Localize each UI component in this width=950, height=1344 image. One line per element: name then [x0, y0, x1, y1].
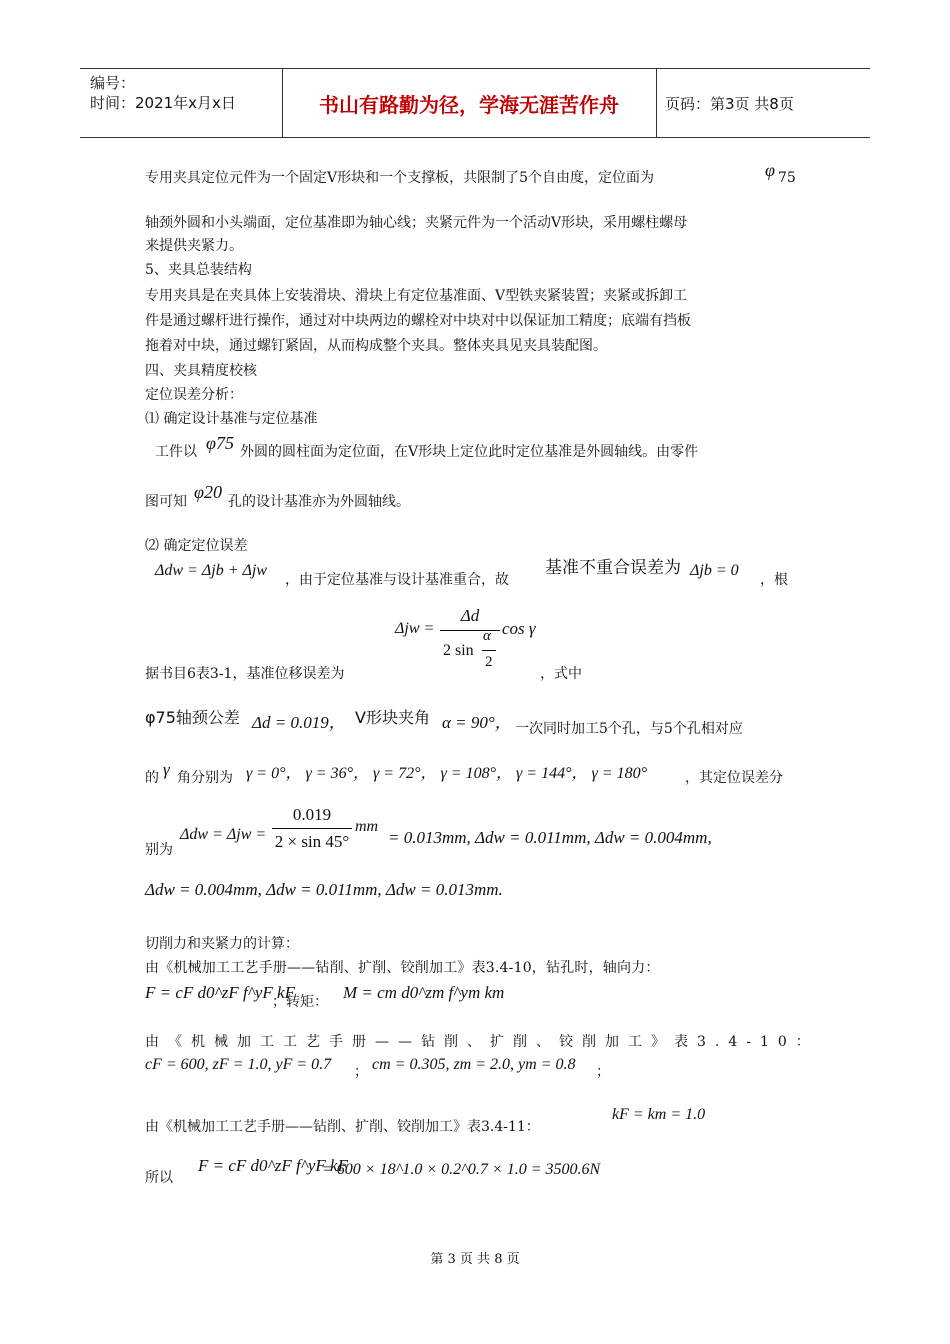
- phi-value: 75: [778, 170, 796, 186]
- jw-alpha: α: [483, 628, 491, 644]
- motto: 书山有路勤为径，学海无涯苦作舟: [319, 92, 619, 117]
- para-line-1: [145, 168, 654, 188]
- dw-equation: Δdw = Δjb + Δjw: [155, 562, 267, 579]
- jw-half-bar: [482, 650, 496, 651]
- alpha-value: α = 90°，: [442, 713, 512, 732]
- result-lhs: Δdw = Δjw =: [180, 826, 267, 843]
- sub-heading-error: 定位误差分析：: [145, 387, 243, 403]
- result-values-2: Δdw = 0.004mm, Δdw = 0.011mm, Δdw = 0.013mm.: [145, 880, 503, 899]
- phi75-math: φ75: [206, 433, 234, 453]
- page-footer: 第 3 页 共 8 页: [430, 1252, 520, 1267]
- text-run: 专用夹具定位元件为一个固定V形块和一个支撑板，共限制了5个自由度，定位面为: [145, 170, 655, 186]
- result-mm: mm: [355, 818, 379, 835]
- line-16-tol: φ75轴颈公差: [145, 708, 240, 727]
- coef-m: cm = 0.305, zm = 2.0, ym = 0.8: [372, 1056, 576, 1073]
- torque-label: ；转矩：: [272, 994, 328, 1010]
- line-12-end: 孔的设计基准亦为外圆轴线。: [228, 494, 410, 510]
- section-heading-5: 5、夹具总装结构: [145, 262, 252, 278]
- line-11-end: 外圆的圆柱面为定位面，在V形块上定位此时定位基准是外圆轴线。由零件: [240, 444, 699, 460]
- jw-two: 2: [485, 654, 493, 670]
- line-14-label: 基准不重合误差为: [545, 558, 681, 578]
- force-formula: F = cF d0^zF f^yF kF: [145, 983, 295, 1002]
- line-16-vblock: V形块夹角: [355, 708, 430, 727]
- line-25: 由《机械加工工艺手册——钻削、扩削、铰削加工》表3.4-11：: [145, 1119, 540, 1135]
- line-15-start: 据书目6表3-1，基准位移误差为: [145, 666, 345, 682]
- phi20-math: φ20: [194, 482, 222, 502]
- line-11-start: 工件以: [155, 444, 197, 460]
- jb-zero: Δjb = 0: [690, 562, 739, 579]
- coef-separator: ；: [354, 1064, 368, 1080]
- line-17-start: 的: [145, 770, 159, 786]
- header-page-cell: [657, 69, 878, 137]
- page-info: 页码：第3页 共8页: [665, 94, 794, 113]
- line-17-end: ，其定位误差分: [685, 770, 783, 786]
- line-23: 由《机械加工工艺手册——钻削、扩削、铰削加工》表3.4-10：: [145, 1034, 819, 1050]
- gamma-values: γ = 0°， γ = 36°， γ = 72°， γ = 108°， γ = 144°， γ = 180°: [246, 765, 648, 782]
- jw-denominator: 2 sin: [443, 642, 474, 659]
- step-2: ⑵ 确定定位误差: [145, 538, 248, 554]
- cutting-force-heading: 切削力和夹紧力的计算：: [145, 936, 299, 952]
- torque-formula: M = cm d0^zm f^ym km: [343, 983, 505, 1002]
- result-fraction-bar: [272, 828, 352, 829]
- result-values-1: = 0.013mm, Δdw = 0.011mm, Δdw = 0.004mm,: [388, 828, 712, 847]
- para-line-2: 轴颈外圆和小头端面，定位基准即为轴心线；夹紧元件为一个活动V形块，采用螺柱螺母: [145, 215, 688, 231]
- line-16-end: 一次同时加工5个孔，与5个孔相对应: [515, 721, 743, 737]
- coef-f: cF = 600, zF = 1.0, yF = 0.7: [145, 1056, 332, 1073]
- para-line-5: 专用夹具是在夹具体上安装滑块、滑块上有定位基准面、V型铁夹紧装置；夹紧或拆卸工: [145, 288, 688, 304]
- time-label: 时间：2021年x月x日: [90, 94, 236, 112]
- para-line-3: 来提供夹紧力。: [145, 238, 243, 254]
- header-motto-cell: [282, 69, 657, 137]
- result-denominator: 2 × sin 45°: [274, 832, 350, 851]
- k-equation: kF = km = 1.0: [612, 1106, 706, 1123]
- code-label: 编号：: [90, 74, 136, 92]
- line-18-start: 别为: [145, 842, 173, 858]
- jw-numerator: Δd: [460, 606, 480, 625]
- result-numerator: 0.019: [292, 805, 332, 824]
- force-calc-formula: F = cF d0^zF f^yF kF: [198, 1156, 348, 1175]
- step-1: ⑴ 确定设计基准与定位基准: [145, 411, 318, 427]
- gamma-symbol: γ: [163, 760, 170, 779]
- force-calc-result: = 600 × 18^1.0 × 0.2^0.7 × 1.0 = 3500.6N: [322, 1161, 601, 1178]
- phi-symbol: φ: [765, 160, 775, 180]
- line-12-start: 图可知: [145, 494, 187, 510]
- delta-d-value: Δd = 0.019，: [252, 713, 346, 732]
- jw-cos: cos γ: [502, 619, 536, 638]
- line-14-end: ，根: [760, 572, 788, 588]
- para-line-7: 拖着对中块，通过螺钉紧固，从而构成整个夹具。整体夹具见夹具装配图。: [145, 338, 607, 354]
- line-26: 所以: [145, 1170, 173, 1186]
- para-line-6: 件是通过螺杆进行操作，通过对中块两边的螺栓对中块对中以保证加工精度；底端有挡板: [145, 313, 691, 329]
- section-heading-4: 四、夹具精度校核: [145, 363, 257, 379]
- header-table: [80, 68, 870, 138]
- coef-end: ；: [596, 1064, 610, 1080]
- header-meta-cell: [80, 69, 283, 137]
- line-14-mid: ，由于定位基准与设计基准重合，故: [285, 572, 509, 588]
- jw-fraction-bar: [440, 630, 500, 631]
- line-21: 由《机械加工工艺手册——钻削、扩削、铰削加工》表3.4-10，钻孔时，轴向力：: [145, 960, 660, 976]
- line-15-end: ，式中: [540, 666, 582, 682]
- jw-lhs: Δjw =: [395, 620, 435, 637]
- line-17-mid: 角分别为: [177, 770, 233, 786]
